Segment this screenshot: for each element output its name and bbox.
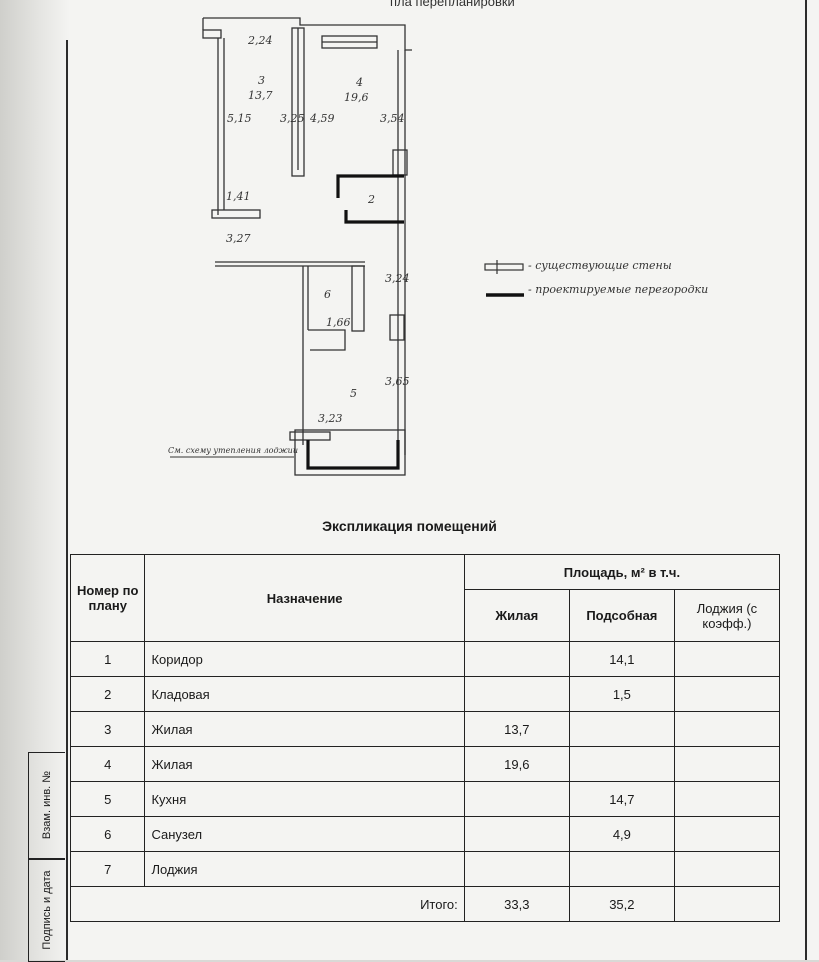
header-living: Жилая <box>464 590 569 642</box>
row-auxiliary: 14,1 <box>569 642 674 677</box>
room-4-number: 4 <box>356 76 363 89</box>
explication-rows <box>71 642 780 887</box>
dim-1-41: 1,41 <box>226 190 251 203</box>
room-3-number: 3 <box>258 74 265 87</box>
row-auxiliary: 1,5 <box>569 677 674 712</box>
row-auxiliary: 4,9 <box>569 817 674 852</box>
dim-2-24: 2,24 <box>248 34 273 47</box>
legend-partition-label: - проектируемые перегородки <box>528 283 709 296</box>
table-row <box>71 642 780 677</box>
row-living <box>464 817 569 852</box>
row-living <box>464 782 569 817</box>
row-name: Санузел <box>145 817 464 852</box>
header-area-group: Площадь, м² в т.ч. <box>464 555 779 590</box>
total-loggia <box>674 887 779 922</box>
total-living: 33,3 <box>464 887 569 922</box>
header-purpose: Назначение <box>145 555 464 642</box>
legend-existing-symbol <box>485 264 523 270</box>
row-loggia <box>674 782 779 817</box>
room-3-area: 13,7 <box>248 89 273 102</box>
row-living <box>464 852 569 887</box>
room-4-area: 19,6 <box>344 91 369 104</box>
row-loggia <box>674 642 779 677</box>
header-auxiliary: Подсобная <box>569 590 674 642</box>
row-number: 5 <box>71 782 145 817</box>
explication-table <box>70 554 780 922</box>
explication-title: Экспликация помещений <box>322 518 497 534</box>
dim-3-27: 3,27 <box>226 232 251 245</box>
partition-storage-bottom <box>346 210 404 222</box>
row-number: 4 <box>71 747 145 782</box>
row-name: Лоджия <box>145 852 464 887</box>
dim-3-25: 3,25 <box>280 112 305 125</box>
room-6-dim: 1,66 <box>326 316 351 329</box>
row-number: 2 <box>71 677 145 712</box>
room-5-number: 5 <box>350 387 357 400</box>
dim-3-65: 3,65 <box>385 375 410 388</box>
row-number: 3 <box>71 712 145 747</box>
header-loggia: Лоджия (с коэфф.) <box>674 590 779 642</box>
row-living: 19,6 <box>464 747 569 782</box>
side-stamp <box>28 752 65 962</box>
row-loggia <box>674 852 779 887</box>
total-auxiliary: 35,2 <box>569 887 674 922</box>
table-row <box>71 712 780 747</box>
row-number: 7 <box>71 852 145 887</box>
dim-3-24: 3,24 <box>385 272 410 285</box>
row-living <box>464 642 569 677</box>
loggia-note: См. схему утепления лоджии <box>168 446 298 455</box>
row-name: Коридор <box>145 642 464 677</box>
row-name: Жилая <box>145 747 464 782</box>
header-fragment: пла перепланировки <box>390 0 515 9</box>
stamp-inv: Взам. инв. № <box>41 770 53 840</box>
table-row <box>71 852 780 887</box>
dim-3-54: 3,54 <box>380 112 405 125</box>
loggia-insulation <box>308 440 398 468</box>
room-6-number: 6 <box>324 288 331 301</box>
stamp-divider <box>29 858 65 860</box>
legend-existing-label: - существующие стены <box>528 259 672 272</box>
room-2-number: 2 <box>368 193 375 206</box>
row-loggia <box>674 747 779 782</box>
table-row <box>71 747 780 782</box>
table-row <box>71 817 780 852</box>
header-number: Номер по плану <box>71 555 145 642</box>
row-living <box>464 677 569 712</box>
total-row <box>71 887 780 922</box>
row-auxiliary <box>569 852 674 887</box>
table-row <box>71 677 780 712</box>
row-loggia <box>674 817 779 852</box>
table-row <box>71 782 780 817</box>
row-loggia <box>674 677 779 712</box>
row-auxiliary <box>569 712 674 747</box>
row-number: 1 <box>71 642 145 677</box>
row-auxiliary: 14,7 <box>569 782 674 817</box>
dim-4-59: 4,59 <box>310 112 335 125</box>
row-loggia <box>674 712 779 747</box>
row-name: Кладовая <box>145 677 464 712</box>
outer-wall-top <box>203 18 412 50</box>
row-living: 13,7 <box>464 712 569 747</box>
row-auxiliary <box>569 747 674 782</box>
row-name: Кухня <box>145 782 464 817</box>
dim-5-15: 5,15 <box>227 112 252 125</box>
row-name: Жилая <box>145 712 464 747</box>
room-5-dim: 3,23 <box>318 412 343 425</box>
row-number: 6 <box>71 817 145 852</box>
stamp-sign-date: Подпись и дата <box>41 870 53 950</box>
total-label: Итого: <box>71 887 465 922</box>
wall-block-top-left <box>203 30 221 38</box>
